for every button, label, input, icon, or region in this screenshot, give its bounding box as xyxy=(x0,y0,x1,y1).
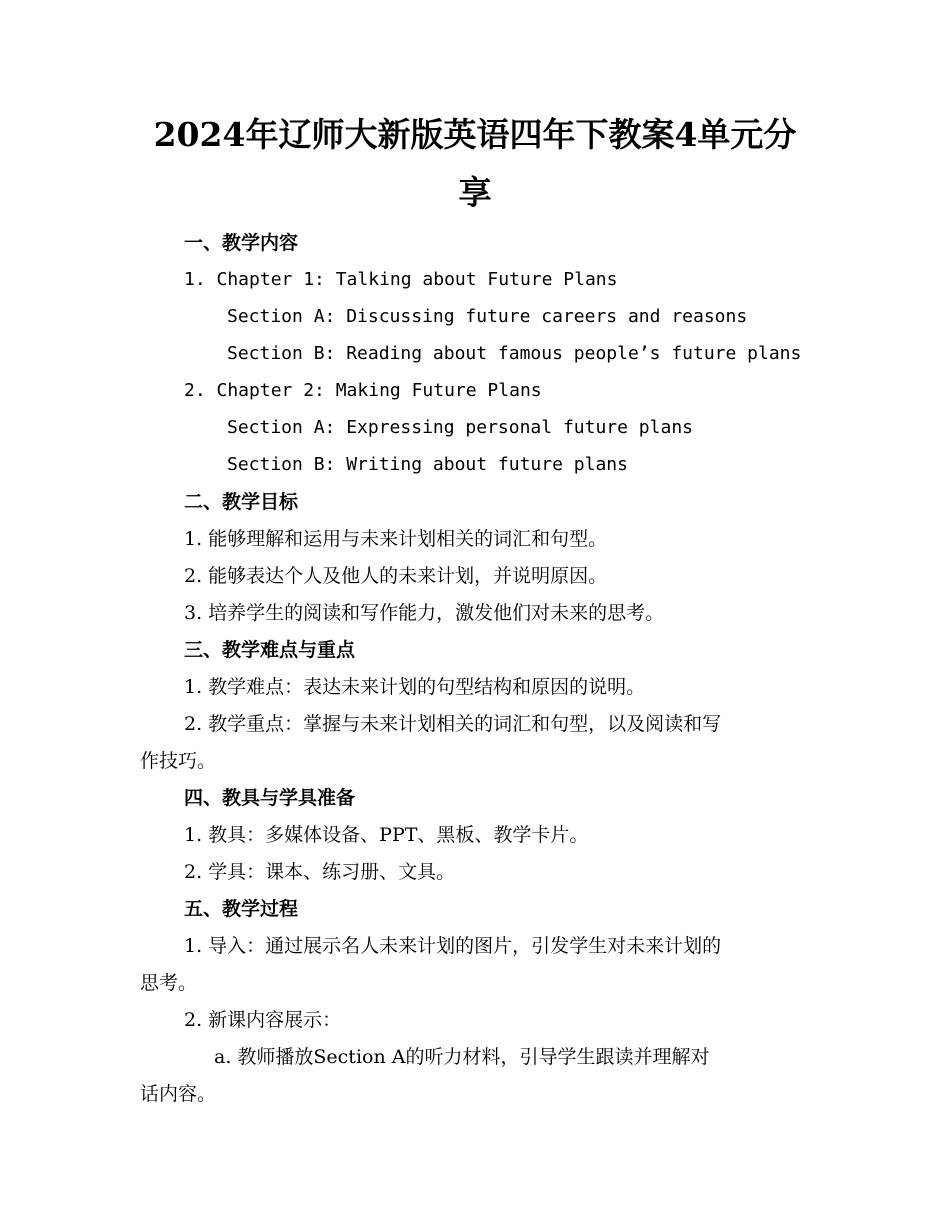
objective-2: 2. 能够表达个人及他人的未来计划，并说明原因。 xyxy=(184,565,608,587)
difficulty-item: 1. 教学难点：表达未来计划的句型结构和原因的说明。 xyxy=(184,676,646,698)
chapter-2-section-a: Section A: Expressing personal future plans xyxy=(227,417,693,438)
section-2-heading: 二、教学目标 xyxy=(184,491,299,513)
chapter-1-line: 1. Chapter 1: Talking about Future Plans xyxy=(184,269,618,290)
title-line-2: 享 xyxy=(458,173,492,212)
learning-tools-item: 2. 学具：课本、练习册、文具。 xyxy=(184,861,456,883)
objective-1: 1. 能够理解和运用与未来计划相关的词汇和句型。 xyxy=(184,528,608,550)
process-step-1-line-2: 思考。 xyxy=(140,972,198,994)
teaching-tools-item: 1. 教具：多媒体设备、PPT、黑板、教学卡片。 xyxy=(184,824,589,846)
process-step-2: 2. 新课内容展示： xyxy=(184,1009,342,1031)
process-step-2a-line-2: 话内容。 xyxy=(140,1083,217,1105)
section-4-heading: 四、教具与学具准备 xyxy=(184,787,356,809)
section-3-heading: 三、教学难点与重点 xyxy=(184,639,356,661)
focus-item-line-1: 2. 教学重点：掌握与未来计划相关的词汇和句型，以及阅读和写 xyxy=(184,713,722,735)
chapter-2-line: 2. Chapter 2: Making Future Plans xyxy=(184,380,542,401)
document-title xyxy=(140,106,810,222)
section-5-heading: 五、教学过程 xyxy=(184,898,299,920)
title-line-1: 2024年辽师大新版英语四年下教案4单元分 xyxy=(153,115,797,154)
chapter-2-section-b: Section B: Writing about future plans xyxy=(227,454,628,475)
objective-3: 3. 培养学生的阅读和写作能力，激发他们对未来的思考。 xyxy=(184,602,665,624)
process-step-2a-line-1: a. 教师播放Section A的听力材料，引导学生跟读并理解对 xyxy=(214,1046,710,1068)
chapter-1-section-b: Section B: Reading about famous people’s future plans xyxy=(227,343,802,364)
process-step-1-line-1: 1. 导入：通过展示名人未来计划的图片，引发学生对未来计划的 xyxy=(184,935,722,957)
section-1-heading: 一、教学内容 xyxy=(184,232,299,254)
focus-item-line-2: 作技巧。 xyxy=(140,750,217,772)
chapter-1-section-a: Section A: Discussing future careers and reasons xyxy=(227,306,748,327)
